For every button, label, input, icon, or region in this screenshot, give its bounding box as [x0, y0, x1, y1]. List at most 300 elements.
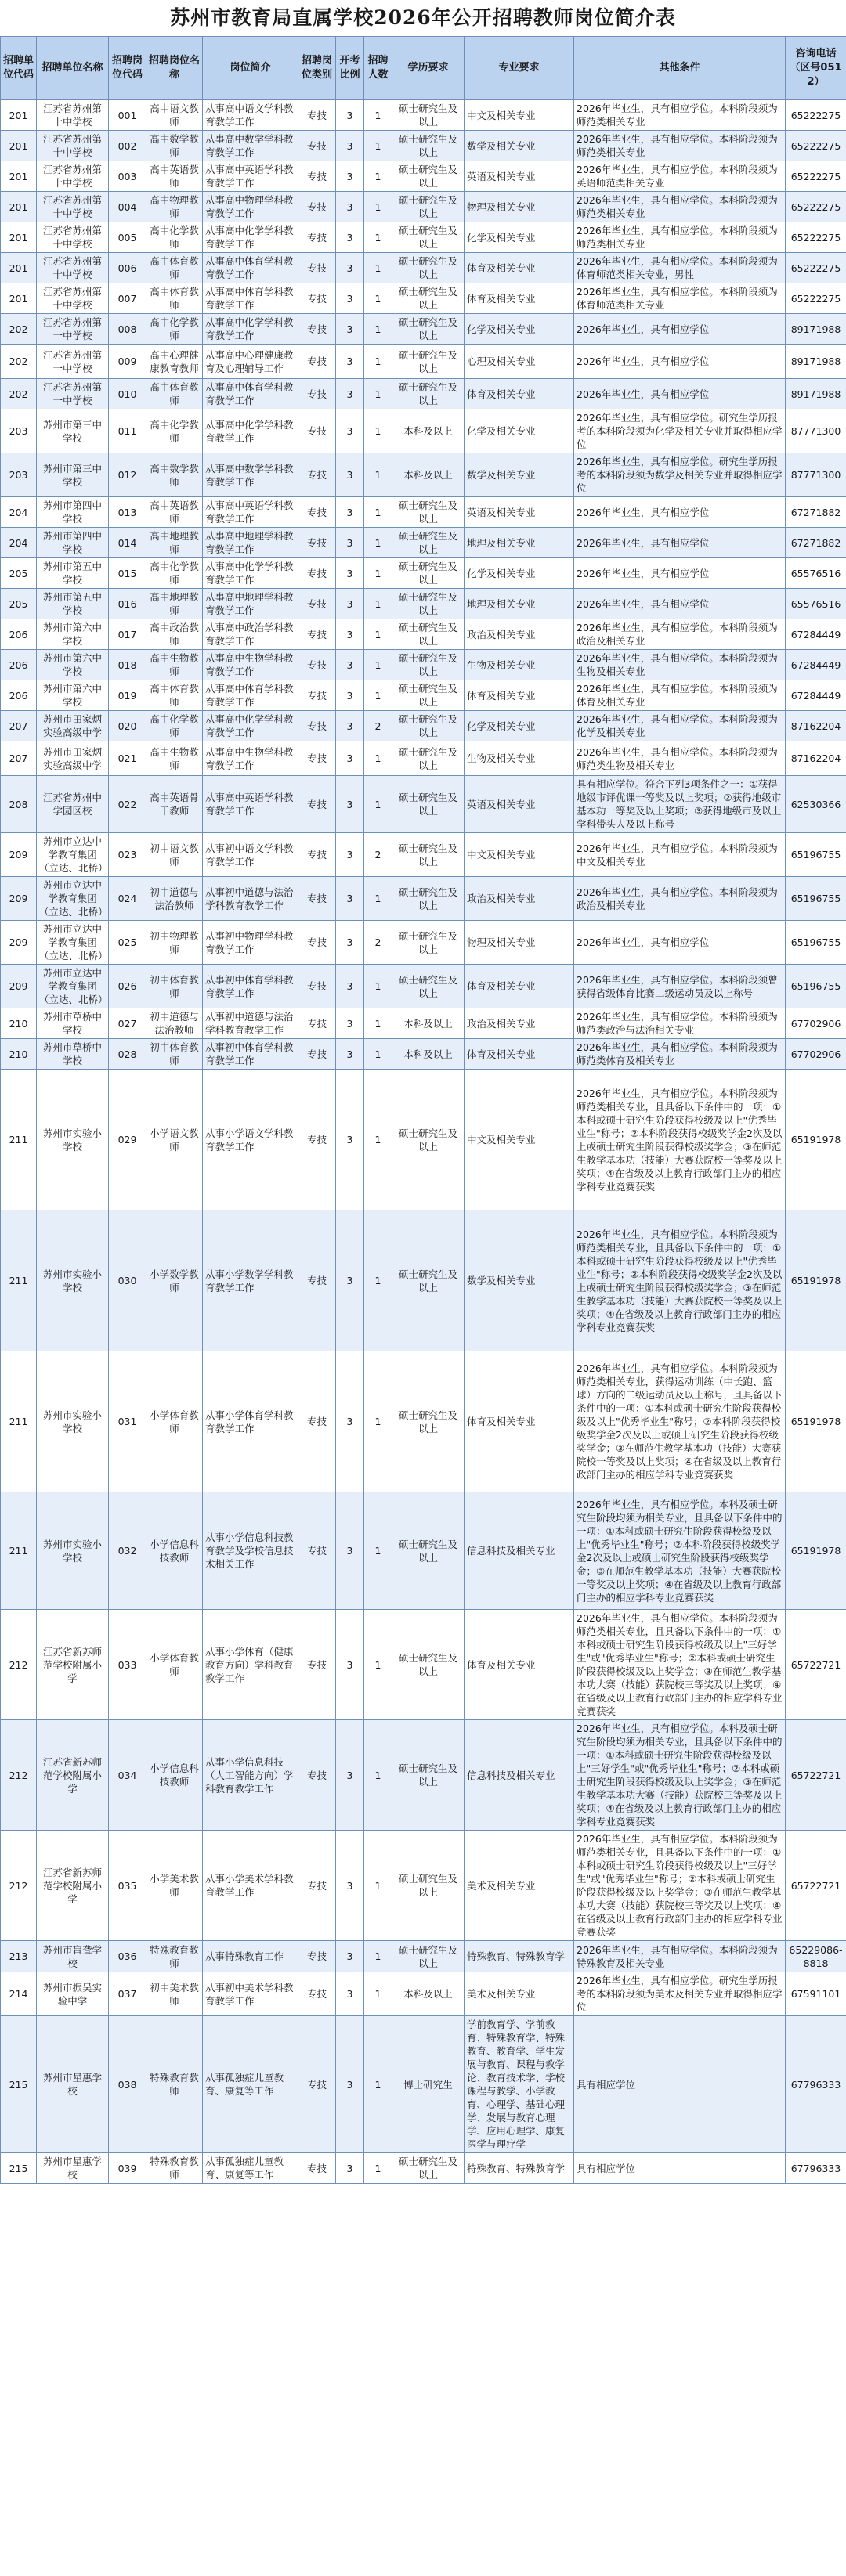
unit-code-cell: 211	[1, 1492, 37, 1610]
category-cell: 专技	[298, 1492, 336, 1610]
table-row	[1, 776, 846, 833]
col-unit-name: 招聘单位名称	[37, 37, 109, 100]
count-cell: 1	[364, 877, 392, 921]
description-cell: 从事高中语文学科教育教学工作	[203, 100, 298, 131]
unit-name-cell: 苏州市第五中学校	[37, 558, 109, 589]
category-cell: 专技	[298, 1070, 336, 1210]
other-conditions-cell: 2026年毕业生，具有相应学位	[574, 589, 786, 619]
other-conditions-cell: 2026年毕业生，具有相应学位。本科阶段须为体育师范类相关专业	[574, 283, 786, 314]
unit-name-cell: 江苏省苏州第十中学校	[37, 192, 109, 222]
count-cell: 1	[364, 253, 392, 283]
other-conditions-cell: 2026年毕业生，具有相应学位。本科阶段须为英语师范类相关专业	[574, 161, 786, 192]
other-conditions-cell: 2026年毕业生，具有相应学位。本科阶段须为体育及相关专业	[574, 680, 786, 711]
job-name-cell: 初中物理教师	[146, 921, 203, 965]
category-cell: 专技	[298, 453, 336, 497]
count-cell: 1	[364, 1941, 392, 1972]
ratio-cell: 3	[336, 1941, 364, 1972]
unit-code-cell: 211	[1, 1210, 37, 1351]
unit-name-cell: 江苏省苏州第一中学校	[37, 379, 109, 409]
major-cell: 化学及相关专业	[465, 711, 574, 741]
job-name-cell: 高中地理教师	[146, 589, 203, 619]
job-code-cell: 032	[109, 1492, 146, 1610]
phone-cell: 67271882	[786, 497, 846, 528]
job-name-cell: 高中英语教师	[146, 161, 203, 192]
description-cell: 从事高中数学学科教育教学工作	[203, 131, 298, 161]
category-cell: 专技	[298, 192, 336, 222]
ratio-cell: 3	[336, 1070, 364, 1210]
education-cell: 硕士研究生及以上	[392, 1610, 465, 1720]
major-cell: 数学及相关专业	[465, 453, 574, 497]
major-cell: 生物及相关专业	[465, 741, 574, 776]
description-cell: 从事初中语文学科教育教学工作	[203, 833, 298, 877]
major-cell: 英语及相关专业	[465, 497, 574, 528]
description-cell: 从事高中体育学科教育教学工作	[203, 680, 298, 711]
table-row	[1, 1831, 846, 1941]
description-cell: 从事初中道德与法治学科教育教学工作	[203, 1008, 298, 1039]
unit-name-cell: 苏州市星惠学校	[37, 2016, 109, 2153]
phone-cell: 67702906	[786, 1008, 846, 1039]
count-cell: 1	[364, 2016, 392, 2153]
major-cell: 物理及相关专业	[465, 192, 574, 222]
education-cell: 本科及以上	[392, 1972, 465, 2016]
count-cell: 1	[364, 453, 392, 497]
ratio-cell: 3	[336, 680, 364, 711]
job-code-cell: 022	[109, 776, 146, 833]
education-cell: 硕士研究生及以上	[392, 680, 465, 711]
phone-cell: 67271882	[786, 528, 846, 558]
category-cell: 专技	[298, 314, 336, 345]
count-cell: 1	[364, 528, 392, 558]
unit-code-cell: 206	[1, 650, 37, 680]
other-conditions-cell: 具有相应学位	[574, 2016, 786, 2153]
phone-cell: 65229086-8818	[786, 1941, 846, 1972]
count-cell: 1	[364, 965, 392, 1008]
job-code-cell: 031	[109, 1351, 146, 1492]
count-cell: 1	[364, 409, 392, 453]
col-major: 专业要求	[465, 37, 574, 100]
education-cell: 硕士研究生及以上	[392, 833, 465, 877]
col-ratio: 开考比例	[336, 37, 364, 100]
major-cell: 体育及相关专业	[465, 253, 574, 283]
category-cell: 专技	[298, 965, 336, 1008]
category-cell: 专技	[298, 650, 336, 680]
major-cell: 中文及相关专业	[465, 100, 574, 131]
other-conditions-cell: 2026年毕业生，具有相应学位	[574, 528, 786, 558]
count-cell: 1	[364, 1039, 392, 1070]
table-row	[1, 1941, 846, 1972]
major-cell: 体育及相关专业	[465, 379, 574, 409]
category-cell: 专技	[298, 1972, 336, 2016]
description-cell: 从事孤独症儿童教育、康复等工作	[203, 2016, 298, 2153]
description-cell: 从事高中化学学科教育教学工作	[203, 409, 298, 453]
phone-cell: 87162204	[786, 711, 846, 741]
count-cell: 1	[364, 650, 392, 680]
unit-code-cell: 211	[1, 1070, 37, 1210]
header-row	[1, 37, 846, 100]
unit-name-cell: 苏州市第六中学校	[37, 650, 109, 680]
ratio-cell: 3	[336, 558, 364, 589]
description-cell: 从事高中英语学科教育教学工作	[203, 776, 298, 833]
education-cell: 硕士研究生及以上	[392, 131, 465, 161]
unit-code-cell: 215	[1, 2016, 37, 2153]
category-cell: 专技	[298, 379, 336, 409]
education-cell: 本科及以上	[392, 1008, 465, 1039]
unit-name-cell: 苏州市盲聋学校	[37, 1941, 109, 1972]
job-name-cell: 高中生物教师	[146, 741, 203, 776]
table-row	[1, 589, 846, 619]
unit-name-cell: 苏州市立达中学教育集团（立达、北桥）	[37, 877, 109, 921]
job-code-cell: 014	[109, 528, 146, 558]
count-cell: 2	[364, 833, 392, 877]
education-cell: 硕士研究生及以上	[392, 741, 465, 776]
education-cell: 硕士研究生及以上	[392, 100, 465, 131]
education-cell: 硕士研究生及以上	[392, 192, 465, 222]
count-cell: 1	[364, 379, 392, 409]
job-code-cell: 002	[109, 131, 146, 161]
major-cell: 信息科技及相关专业	[465, 1492, 574, 1610]
table-row	[1, 453, 846, 497]
ratio-cell: 3	[336, 619, 364, 650]
ratio-cell: 3	[336, 283, 364, 314]
phone-cell: 65191978	[786, 1351, 846, 1492]
phone-cell: 65222275	[786, 192, 846, 222]
phone-cell: 65196755	[786, 877, 846, 921]
unit-code-cell: 202	[1, 314, 37, 345]
job-code-cell: 020	[109, 711, 146, 741]
phone-cell: 89171988	[786, 379, 846, 409]
unit-name-cell: 苏州市第三中学校	[37, 409, 109, 453]
count-cell: 1	[364, 1210, 392, 1351]
other-conditions-cell: 2026年毕业生，具有相应学位	[574, 379, 786, 409]
other-conditions-cell: 2026年毕业生，具有相应学位。本科阶段须曾获得省级体育比赛二级运动员及以上称号	[574, 965, 786, 1008]
other-conditions-cell: 2026年毕业生，具有相应学位	[574, 345, 786, 379]
unit-name-cell: 苏州市第五中学校	[37, 589, 109, 619]
job-code-cell: 025	[109, 921, 146, 965]
education-cell: 本科及以上	[392, 1039, 465, 1070]
category-cell: 专技	[298, 283, 336, 314]
category-cell: 专技	[298, 131, 336, 161]
other-conditions-cell: 2026年毕业生，具有相应学位。研究生学历报考的本科阶段须为数学及相关专业并取得相应学位	[574, 453, 786, 497]
ratio-cell: 3	[336, 379, 364, 409]
unit-code-cell: 203	[1, 409, 37, 453]
description-cell: 从事小学数学学科教育教学工作	[203, 1210, 298, 1351]
category-cell: 专技	[298, 161, 336, 192]
table-row	[1, 314, 846, 345]
other-conditions-cell: 2026年毕业生，具有相应学位	[574, 921, 786, 965]
education-cell: 硕士研究生及以上	[392, 776, 465, 833]
ratio-cell: 3	[336, 921, 364, 965]
table-row	[1, 1210, 846, 1351]
job-code-cell: 037	[109, 1972, 146, 2016]
description-cell: 从事高中化学学科教育教学工作	[203, 558, 298, 589]
description-cell: 从事高中化学学科教育教学工作	[203, 222, 298, 253]
other-conditions-cell: 2026年毕业生，具有相应学位。研究生学历报考的本科阶段须为化学及相关专业并取得相应学位	[574, 409, 786, 453]
major-cell: 体育及相关专业	[465, 1610, 574, 1720]
table-row	[1, 409, 846, 453]
unit-code-cell: 209	[1, 877, 37, 921]
description-cell: 从事小学信息科技（人工智能方向）学科教育教学工作	[203, 1720, 298, 1831]
description-cell: 从事小学信息科技教育教学及学校信息技术相关工作	[203, 1492, 298, 1610]
ratio-cell: 3	[336, 877, 364, 921]
table-row	[1, 1610, 846, 1720]
description-cell: 从事高中地理学科教育教学工作	[203, 589, 298, 619]
phone-cell: 67284449	[786, 619, 846, 650]
category-cell: 专技	[298, 222, 336, 253]
ratio-cell: 3	[336, 497, 364, 528]
ratio-cell: 3	[336, 741, 364, 776]
job-code-cell: 030	[109, 1210, 146, 1351]
other-conditions-cell: 2026年毕业生，具有相应学位。本科阶段须为师范类生物及相关专业	[574, 741, 786, 776]
table-row	[1, 650, 846, 680]
category-cell: 专技	[298, 680, 336, 711]
count-cell: 1	[364, 619, 392, 650]
phone-cell: 87162204	[786, 741, 846, 776]
job-name-cell: 特殊教育教师	[146, 2016, 203, 2153]
phone-cell: 65191978	[786, 1070, 846, 1210]
ratio-cell: 3	[336, 2016, 364, 2153]
unit-code-cell: 204	[1, 497, 37, 528]
major-cell: 英语及相关专业	[465, 161, 574, 192]
unit-name-cell: 江苏省苏州第一中学校	[37, 314, 109, 345]
education-cell: 硕士研究生及以上	[392, 1720, 465, 1831]
col-unit-code: 招聘单位代码	[1, 37, 37, 100]
table-row	[1, 741, 846, 776]
table-row	[1, 2153, 846, 2184]
other-conditions-cell: 2026年毕业生，具有相应学位。本科阶段须为师范类相关专业	[574, 192, 786, 222]
description-cell: 从事高中英语学科教育教学工作	[203, 161, 298, 192]
unit-code-cell: 207	[1, 711, 37, 741]
unit-name-cell: 苏州市实验小学校	[37, 1070, 109, 1210]
table-row	[1, 192, 846, 222]
unit-name-cell: 江苏省苏州第十中学校	[37, 131, 109, 161]
description-cell: 从事高中数学学科教育教学工作	[203, 453, 298, 497]
job-name-cell: 高中体育教师	[146, 379, 203, 409]
unit-code-cell: 201	[1, 253, 37, 283]
unit-name-cell: 苏州市草桥中学校	[37, 1039, 109, 1070]
job-name-cell: 高中化学教师	[146, 558, 203, 589]
unit-name-cell: 江苏省新苏师范学校附属小学	[37, 1610, 109, 1720]
education-cell: 硕士研究生及以上	[392, 965, 465, 1008]
education-cell: 硕士研究生及以上	[392, 650, 465, 680]
job-name-cell: 小学数学教师	[146, 1210, 203, 1351]
job-name-cell: 高中政治教师	[146, 619, 203, 650]
description-cell: 从事高中体育学科教育教学工作	[203, 253, 298, 283]
description-cell: 从事高中生物学科教育教学工作	[203, 650, 298, 680]
phone-cell: 65722721	[786, 1610, 846, 1720]
job-name-cell: 高中化学教师	[146, 711, 203, 741]
major-cell: 地理及相关专业	[465, 589, 574, 619]
unit-name-cell: 苏州市第四中学校	[37, 497, 109, 528]
phone-cell: 67796333	[786, 2016, 846, 2153]
job-code-cell: 023	[109, 833, 146, 877]
ratio-cell: 3	[336, 453, 364, 497]
table-row	[1, 1070, 846, 1210]
unit-code-cell: 203	[1, 453, 37, 497]
table-row	[1, 1039, 846, 1070]
description-cell: 从事高中化学学科教育教学工作	[203, 314, 298, 345]
table-row	[1, 528, 846, 558]
job-name-cell: 小学语文教师	[146, 1070, 203, 1210]
unit-code-cell: 211	[1, 1351, 37, 1492]
job-code-cell: 026	[109, 965, 146, 1008]
other-conditions-cell: 具有相应学位	[574, 2153, 786, 2184]
major-cell: 中文及相关专业	[465, 1070, 574, 1210]
other-conditions-cell: 2026年毕业生，具有相应学位。本科阶段须为师范类相关专业，且具备以下条件中的一项：①本科或硕士研究生阶段获得校级及以上"优秀毕业生"称号；②本科阶段获得校级奖学金2次及以上或硕士研究生阶段获得校级奖学金；③在师范生教学基本功（技能）大赛获院校一等奖及以上奖项；④在省级及以上教育行政部门主办的相应学科专业竞赛获奖	[574, 1210, 786, 1351]
major-cell: 政治及相关专业	[465, 619, 574, 650]
ratio-cell: 3	[336, 965, 364, 1008]
unit-code-cell: 210	[1, 1008, 37, 1039]
description-cell: 从事小学美术学科教育教学工作	[203, 1831, 298, 1941]
education-cell: 硕士研究生及以上	[392, 1070, 465, 1210]
major-cell: 信息科技及相关专业	[465, 1720, 574, 1831]
col-phone: 咨询电话（区号0512）	[786, 37, 846, 100]
phone-cell: 65722721	[786, 1720, 846, 1831]
job-code-cell: 007	[109, 283, 146, 314]
major-cell: 心理及相关专业	[465, 345, 574, 379]
ratio-cell: 3	[336, 1492, 364, 1610]
unit-name-cell: 江苏省苏州中学园区校	[37, 776, 109, 833]
phone-cell: 87771300	[786, 453, 846, 497]
phone-cell: 65222275	[786, 100, 846, 131]
phone-cell: 65576516	[786, 589, 846, 619]
unit-name-cell: 江苏省苏州第一中学校	[37, 345, 109, 379]
unit-code-cell: 212	[1, 1720, 37, 1831]
job-name-cell: 初中道德与法治教师	[146, 877, 203, 921]
ratio-cell: 3	[336, 253, 364, 283]
category-cell: 专技	[298, 1351, 336, 1492]
unit-code-cell: 205	[1, 589, 37, 619]
ratio-cell: 3	[336, 409, 364, 453]
unit-name-cell: 苏州市实验小学校	[37, 1351, 109, 1492]
category-cell: 专技	[298, 877, 336, 921]
table-row	[1, 1492, 846, 1610]
unit-name-cell: 江苏省苏州第十中学校	[37, 253, 109, 283]
table-row	[1, 921, 846, 965]
job-code-cell: 024	[109, 877, 146, 921]
table-row	[1, 379, 846, 409]
unit-code-cell: 201	[1, 192, 37, 222]
category-cell: 专技	[298, 2153, 336, 2184]
unit-name-cell: 苏州市振吴实验中学	[37, 1972, 109, 2016]
table-row	[1, 558, 846, 589]
ratio-cell: 3	[336, 1610, 364, 1720]
count-cell: 2	[364, 921, 392, 965]
phone-cell: 65222275	[786, 161, 846, 192]
description-cell: 从事孤独症儿童教育、康复等工作	[203, 2153, 298, 2184]
category-cell: 专技	[298, 345, 336, 379]
major-cell: 中文及相关专业	[465, 833, 574, 877]
job-code-cell: 009	[109, 345, 146, 379]
table-row	[1, 161, 846, 192]
count-cell: 1	[364, 131, 392, 161]
unit-name-cell: 苏州市田家炳实验高级中学	[37, 741, 109, 776]
phone-cell: 65191978	[786, 1492, 846, 1610]
job-code-cell: 004	[109, 192, 146, 222]
count-cell: 1	[364, 1070, 392, 1210]
job-code-cell: 011	[109, 409, 146, 453]
other-conditions-cell: 2026年毕业生，具有相应学位。本科阶段须为师范类相关专业，且具备以下条件中的一项：①本科或硕士研究生阶段获得校级及以上"三好学生"或"优秀毕业生"称号；②本科或硕士研究生阶段获得校级及以上奖学金；③在师范生教学基本功大赛（技能）获院校三等奖及以上奖项；④在省级及以上教育行政部门主办的相应学科专业竞赛获奖	[574, 1610, 786, 1720]
description-cell: 从事高中化学学科教育教学工作	[203, 711, 298, 741]
phone-cell: 67284449	[786, 650, 846, 680]
table-row	[1, 253, 846, 283]
count-cell: 1	[364, 497, 392, 528]
phone-cell: 65196755	[786, 833, 846, 877]
count-cell: 1	[364, 161, 392, 192]
other-conditions-cell: 具有相应学位。符合下列3项条件之一：①获得地级市评优课一等奖及以上奖项；②获得地级市基本功一等奖及以上奖项；③获得地级市及以上学科带头人及以上称号	[574, 776, 786, 833]
ratio-cell: 3	[336, 314, 364, 345]
unit-code-cell: 206	[1, 680, 37, 711]
unit-name-cell: 苏州市星惠学校	[37, 2153, 109, 2184]
other-conditions-cell: 2026年毕业生，具有相应学位。本科阶段须为师范类相关专业，且具备以下条件中的一项：①本科或硕士研究生阶段获得校级及以上"优秀毕业生"称号；②本科阶段获得校级奖学金2次及以上或硕士研究生阶段获得校级奖学金；③在师范生教学基本功（技能）大赛获院校一等奖及以上奖项；④在省级及以上教育行政部门主办的相应学科专业竞赛获奖	[574, 1070, 786, 1210]
job-code-cell: 038	[109, 2016, 146, 2153]
category-cell: 专技	[298, 711, 336, 741]
count-cell: 1	[364, 1008, 392, 1039]
count-cell: 1	[364, 741, 392, 776]
unit-code-cell: 205	[1, 558, 37, 589]
count-cell: 1	[364, 1720, 392, 1831]
job-name-cell: 小学信息科技教师	[146, 1720, 203, 1831]
ratio-cell: 3	[336, 100, 364, 131]
major-cell: 体育及相关专业	[465, 965, 574, 1008]
major-cell: 政治及相关专业	[465, 877, 574, 921]
unit-code-cell: 212	[1, 1610, 37, 1720]
ratio-cell: 3	[336, 1831, 364, 1941]
phone-cell: 65222275	[786, 131, 846, 161]
col-category: 招聘岗位类别	[298, 37, 336, 100]
category-cell: 专技	[298, 253, 336, 283]
unit-name-cell: 江苏省新苏师范学校附属小学	[37, 1720, 109, 1831]
table-row	[1, 680, 846, 711]
job-name-cell: 高中地理教师	[146, 528, 203, 558]
major-cell: 体育及相关专业	[465, 283, 574, 314]
unit-code-cell: 209	[1, 965, 37, 1008]
ratio-cell: 3	[336, 131, 364, 161]
job-code-cell: 016	[109, 589, 146, 619]
ratio-cell: 3	[336, 222, 364, 253]
major-cell: 体育及相关专业	[465, 1039, 574, 1070]
education-cell: 硕士研究生及以上	[392, 379, 465, 409]
job-name-cell: 高中语文教师	[146, 100, 203, 131]
job-code-cell: 039	[109, 2153, 146, 2184]
job-code-cell: 003	[109, 161, 146, 192]
other-conditions-cell: 2026年毕业生，具有相应学位。本科阶段须为师范类相关专业，且具备以下条件中的一项：①本科或硕士研究生阶段获得校级及以上"三好学生"或"优秀毕业生"称号；②本科或硕士研究生阶段获得校级及以上奖学金；③在师范生教学基本功大赛（技能）获院校三等奖及以上奖项；④在省级及以上教育行政部门主办的相应学科专业竞赛获奖	[574, 1831, 786, 1941]
ratio-cell: 3	[336, 711, 364, 741]
category-cell: 专技	[298, 741, 336, 776]
ratio-cell: 3	[336, 1210, 364, 1351]
phone-cell: 65722721	[786, 1831, 846, 1941]
phone-cell: 67284449	[786, 680, 846, 711]
table-row	[1, 965, 846, 1008]
major-cell: 地理及相关专业	[465, 528, 574, 558]
job-name-cell: 特殊教育教师	[146, 2153, 203, 2184]
table-row	[1, 1972, 846, 2016]
job-code-cell: 015	[109, 558, 146, 589]
education-cell: 硕士研究生及以上	[392, 345, 465, 379]
unit-code-cell: 214	[1, 1972, 37, 2016]
education-cell: 硕士研究生及以上	[392, 528, 465, 558]
description-cell: 从事小学体育（健康教育方向）学科教育教学工作	[203, 1610, 298, 1720]
category-cell: 专技	[298, 558, 336, 589]
unit-name-cell: 苏州市立达中学教育集团（立达、北桥）	[37, 965, 109, 1008]
ratio-cell: 3	[336, 192, 364, 222]
ratio-cell: 3	[336, 161, 364, 192]
unit-code-cell: 212	[1, 1831, 37, 1941]
other-conditions-cell: 2026年毕业生，具有相应学位。本科阶段须为师范类相关专业	[574, 222, 786, 253]
col-job-code: 招聘岗位代码	[109, 37, 146, 100]
table-row	[1, 711, 846, 741]
table-row	[1, 1720, 846, 1831]
other-conditions-cell: 2026年毕业生，具有相应学位。本科阶段须为中文及相关专业	[574, 833, 786, 877]
